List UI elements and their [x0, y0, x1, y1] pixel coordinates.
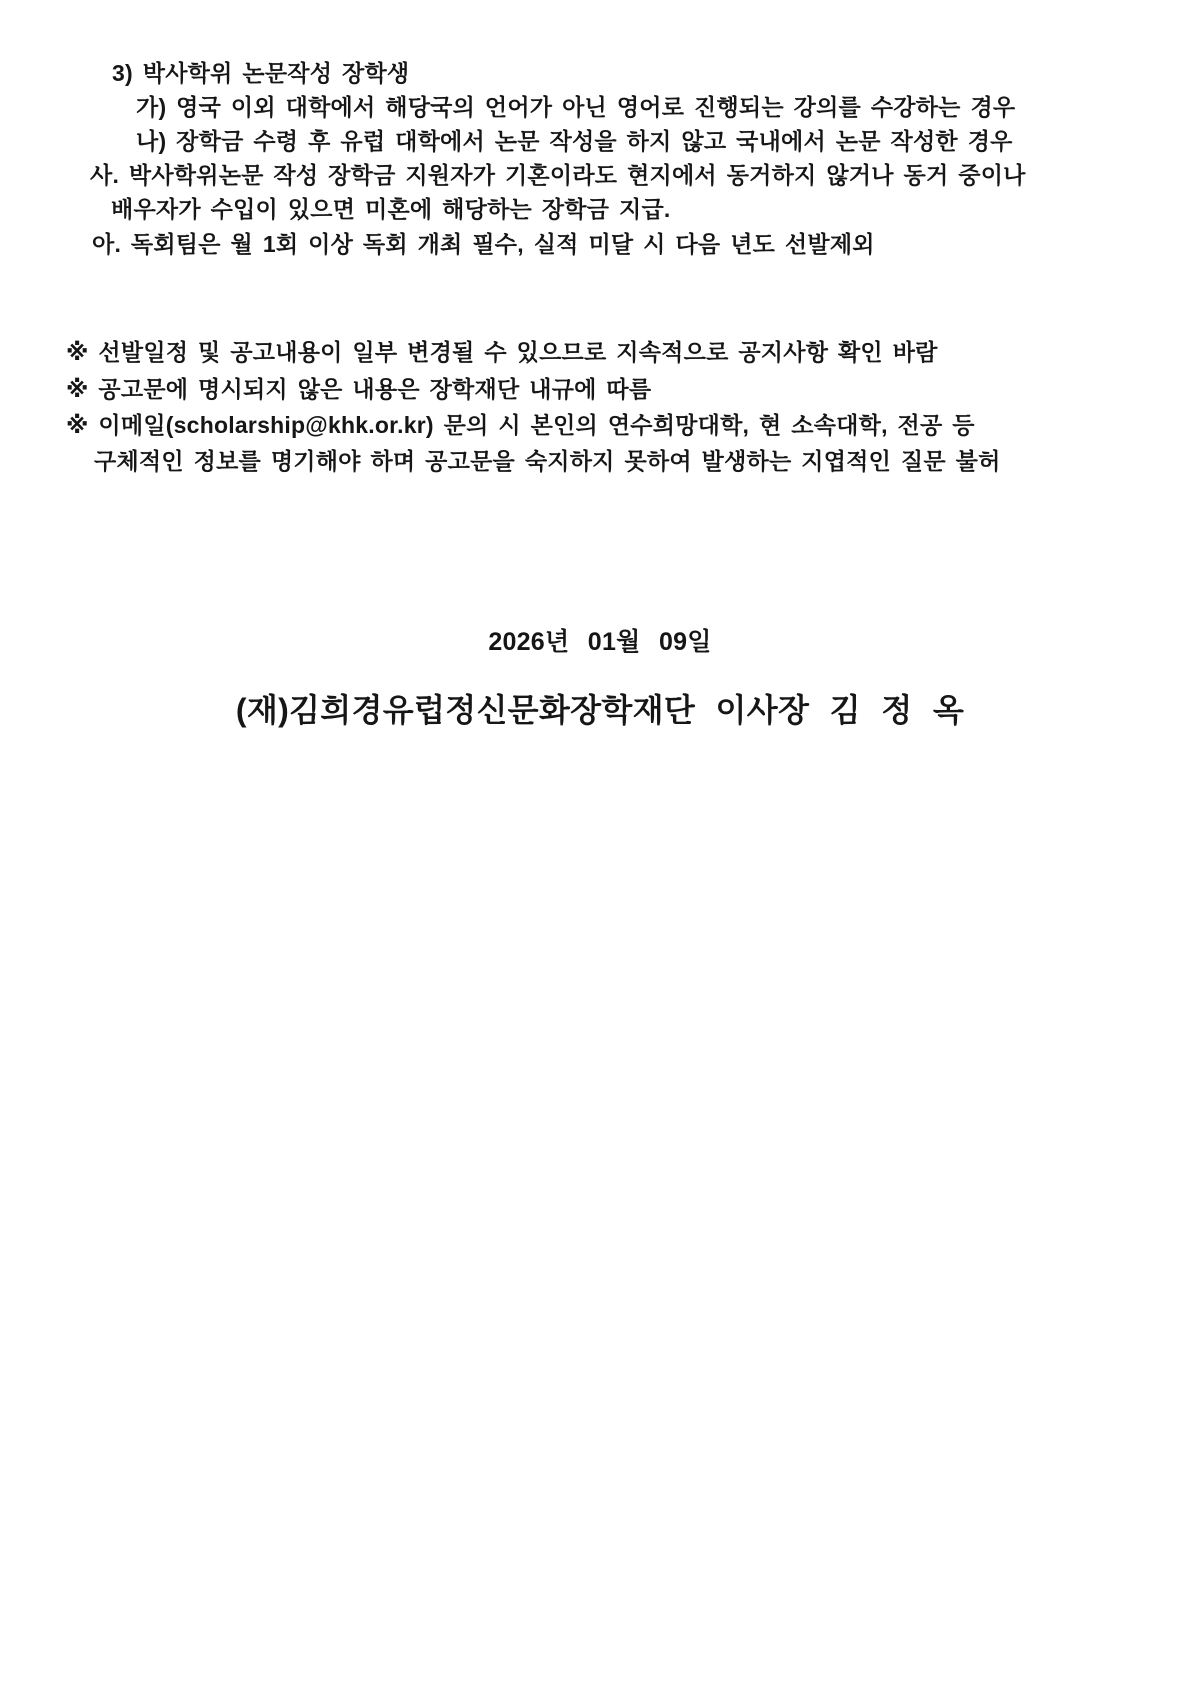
phd-section-item-ga: 가) 영국 이외 대학에서 해당국의 언어가 아닌 영어로 진행되는 강의를 수강하는 경우: [136, 94, 1016, 120]
phd-section-item-na: 나) 장학금 수령 후 유럽 대학에서 논문 작성을 하지 않고 국내에서 논문 작성한 경우: [136, 128, 1013, 154]
note-email-inquiry: ※ 이메일(scholarship@khk.or.kr) 문의 시 본인의 연수희망대학, 현 소속대학, 전공 등: [66, 412, 975, 438]
item-ah: 아. 독회팀은 월 1회 이상 독회 개최 필수, 실적 미달 시 다음 년도 선발제외: [92, 231, 875, 257]
item-sa-line1: 사. 박사학위논문 작성 장학금 지원자가 기혼이라도 현지에서 동거하지 않거나 동거 중이나: [90, 162, 1026, 188]
note-schedule-change: ※ 선발일정 및 공고내용이 일부 변경될 수 있으므로 지속적으로 공지사항 확인 바람: [66, 339, 938, 365]
phd-section-heading: 3) 박사학위 논문작성 장학생: [112, 60, 410, 86]
date-line: 2026년 01월 09일: [488, 628, 712, 656]
note-email-inquiry-continued: 구체적인 정보를 명기해야 하며 공고문을 숙지하지 못하여 발생하는 지엽적인 질문 불허: [94, 448, 1001, 474]
signature-line: (재)김희경유럽정신문화장학재단 이사장 김 정 옥: [235, 692, 965, 728]
item-sa-line2: 배우자가 수입이 있으면 미혼에 해당하는 장학금 지급.: [111, 196, 671, 222]
note-foundation-bylaws: ※ 공고문에 명시되지 않은 내용은 장학재단 내규에 따름: [66, 376, 652, 402]
